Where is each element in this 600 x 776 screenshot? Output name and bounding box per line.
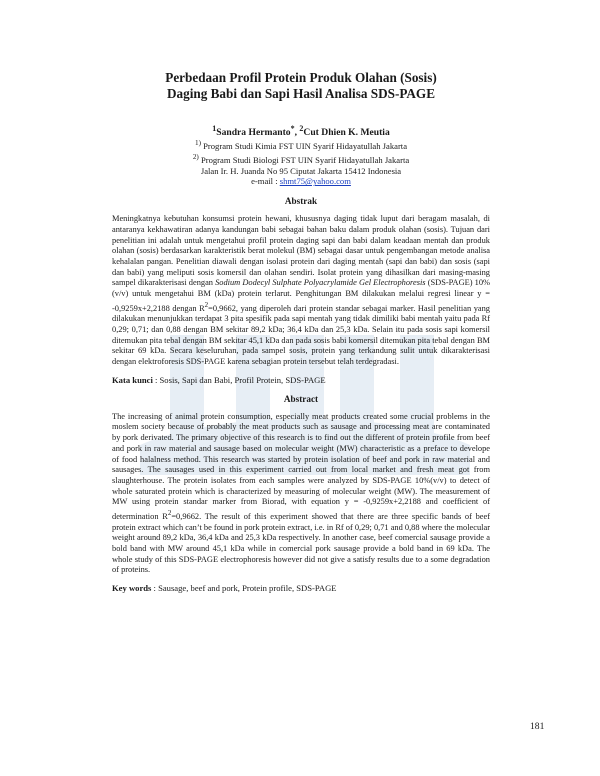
key-words-text: : Sausage, beef and pork, Protein profile, SDS-PAGE: [151, 583, 337, 594]
email-label: e-mail :: [251, 176, 280, 187]
abstrak-text-2: (SDS-PAGE) 10%(v/v) untuk mengetahui BM (kDa) protein terlarut. Penghitungan BM dilakukan melalui regresi linear y = -0,9259x+2,2188 dengan R: [112, 278, 490, 313]
abstract-text-1: The increasing of animal protein consumption, especially meat products created some crucial problems in the moslem society because of probably the meat products such as sausage and processing meat are contaminated by pork derivated. The primary objective of this research is to find out the different of protein profile from beef and pork in raw material and sausage based on molecular weight (MW) characteristic as a preface to develope of food halalness method. This research was started by protein isolation of beef and pork in raw material and sausages. The sausages used in this experiment carried out from local market and fresh meat got from slaughterhouse. The protein isolates from each samples were analyzed by SDS-PAGE 10%(v/v) to detect of whole saturated protein which is characterized by measuring of molecular weight (MW). The measurement of MW using protein standar marker from Biorad, with equation y = -0,9259x+2,2188 and coefficient of determination R: [112, 411, 490, 521]
key-words: [112, 583, 490, 593]
affiliation-1: Program Studi Kimia FST UIN Syarif Hidayatullah Jakarta: [200, 141, 408, 152]
abstrak-r2-sup: 2: [204, 300, 209, 309]
author-2: Cut Dhien K. Meutia: [303, 127, 390, 139]
abstract-paragraph: [112, 412, 490, 576]
page-number: 181: [530, 721, 545, 732]
key-words-label: Key words: [112, 583, 152, 594]
abstract-text-2: =0,9662. The result of this experiment showed that there are three specific bands of beef protein extract which can’t be found in pork protein extract, i.e. in Rf of 0,29; 0,71 and 0,88 where the molecular weight around 89,2 kDa, 36,4 kDa and 25,3 kDa respectively. In another case, beef comercial sausage provide a bold band with MW around 45,1 kDa while in comercial pork sausage provide a bold band in 69 kDa. The whole study of this SDS-PAGE electrophoresis however did not give a satisfy results due to a some degradation of proteins.: [112, 511, 490, 575]
abstract-r2-sup: 2: [167, 509, 172, 518]
abstrak-text-3: =0,9662, yang diperoleh dari protein standar sebagai marker. Hasil penelitian yang dilakukan menunjukkan terdapat 3 pita spesifik pada sapi mentah yang tidak dimiliki babi mentah yaitu pada Rf 0,29; 0,71; dan 0,88 dengan BM sekitar 89,2 kDa; 36,4 kDa dan 25,3 kDa. Selain itu pada sosis sapi komersil ditemukan pita tebal dengan BM sekitar 45,1 kDa dan pada sosis babi komersil ditemukan pita tebal dengan BM sekitar 69 kDa. Secara keseluruhan, pada sampel sosis, protein yang terkandung sulit untuk dikarakterisasi dengan elektroforesis SDS-PAGE karena sebagian protein tersebut telah terdegradasi.: [112, 303, 490, 367]
address: Jalan Ir. H. Juanda No 95 Ciputat Jakarta 15412 Indonesia: [200, 165, 402, 176]
author1-sup: 1: [212, 124, 217, 133]
abstrak-paragraph: [112, 214, 490, 368]
corresponding-mark: *: [290, 124, 295, 133]
kata-kunci-text: : Sosis, Sapi dan Babi, Profil Protein, SDS-PAGE: [152, 374, 326, 385]
paper-title: [112, 70, 490, 102]
author-separator: ,: [294, 127, 300, 139]
abstract-heading: Abstract: [283, 393, 319, 404]
email-link[interactable]: shmt75@yahoo.com: [279, 176, 351, 187]
author2-sup: 2: [299, 124, 304, 133]
affiliation-block: [112, 138, 490, 187]
author-line: [112, 124, 490, 138]
affiliation-2: Program Studi Biologi FST UIN Syarif Hidayatullah Jakarta: [198, 154, 410, 165]
kata-kunci-label: Kata kunci: [112, 374, 153, 385]
title-line-1: Perbedaan Profil Protein Produk Olahan (Sosis): [165, 70, 437, 85]
abstrak-heading: Abstrak: [284, 196, 318, 207]
abstrak-italic-term: Sodium Dodecyl Sulphate Polyacrylamide Gel Electrophoresis: [215, 278, 426, 288]
abstrak-text-1: Meningkatnya kebutuhan konsumsi protein hewani, khususnya daging tidak luput dari beragam masalah, di antaranya kekhawatiran adanya kandungan babi sebagai bahan baku dalam produk olahan (sosis). Tujuan dari penelitian ini adalah untuk mengetahui profil protein daging sapi dan babi dalam keadaan mentah dan produk olahan (sosis) berdasarkan karakteristik berat molekul (BM) sebagai dasar untuk pengembangan metode analisa kehalalan pangan. Penelitian diawali dengan isolasi protein dari daging mentah (sapi dan babi) dan sosis (sapi dan babi) yang meliputi sosis komersil dan olahan sendiri. Isolat protein yang dihasilkan dari masing-masing sampel dikarakterisasi dengan: [112, 214, 490, 288]
kata-kunci: [112, 375, 490, 385]
aff2-sup: 2): [192, 152, 199, 161]
aff1-sup: 1): [194, 139, 201, 148]
title-line-2: Daging Babi dan Sapi Hasil Analisa SDS-PAGE: [167, 86, 435, 101]
author-1: Sandra Hermanto: [216, 127, 291, 139]
paper-content: [112, 70, 490, 593]
